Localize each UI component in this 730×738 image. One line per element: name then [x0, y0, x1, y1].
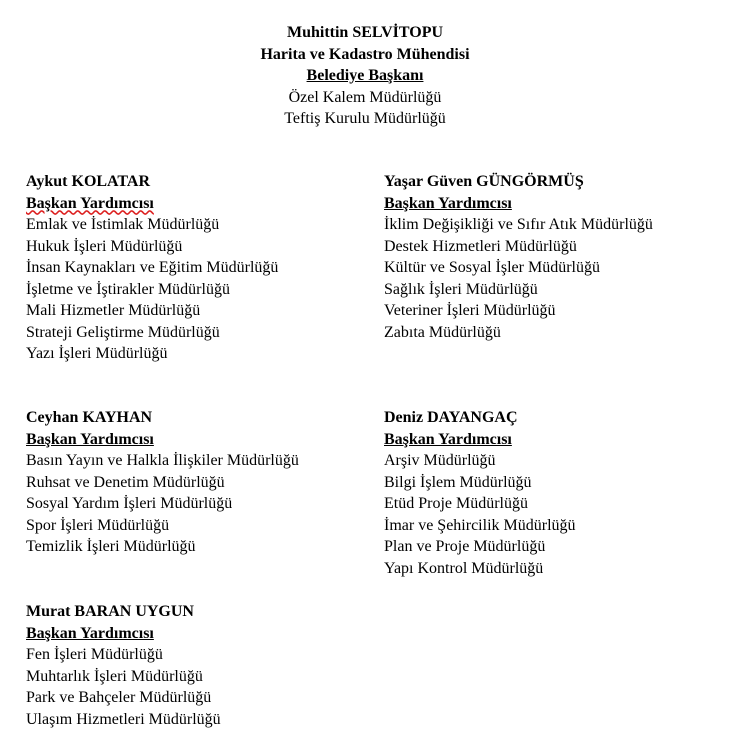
- deputy-name: Murat BARAN UYGUN: [26, 603, 194, 620]
- deputy-block-5: [26, 601, 221, 730]
- department-item: Strateji Geliştirme Müdürlüğü: [26, 323, 220, 341]
- department-item: Muhtarlık İşleri Müdürlüğü: [26, 667, 203, 685]
- deputy-role: Başkan Yardımcısı: [26, 430, 154, 448]
- department-item: Destek Hizmetleri Müdürlüğü: [384, 237, 577, 255]
- deputy-block-1: [26, 171, 278, 365]
- department-item: Kültür ve Sosyal İşler Müdürlüğü: [384, 259, 600, 276]
- department-item: Ruhsat ve Denetim Müdürlüğü: [26, 473, 225, 491]
- deputy-name: Yaşar Güven GÜNGÖRMÜŞ: [384, 173, 584, 190]
- department-item: Yazı İşleri Müdürlüğü: [26, 345, 168, 362]
- mayor-department-2: Teftiş Kurulu Müdürlüğü: [284, 110, 446, 127]
- department-item: Bilgi İşlem Müdürlüğü: [384, 473, 532, 491]
- department-item: Sağlık İşleri Müdürlüğü: [384, 280, 538, 298]
- department-item: Sosyal Yardım İşleri Müdürlüğü: [26, 495, 233, 512]
- department-item: İşletme ve İştirakler Müdürlüğü: [26, 280, 230, 298]
- department-item: Fen İşleri Müdürlüğü: [26, 646, 163, 663]
- department-item: İklim Değişikliği ve Sıfır Atık Müdürlüğü: [384, 216, 653, 233]
- mayor-title: Belediye Başkanı: [306, 67, 424, 84]
- department-item: Yapı Kontrol Müdürlüğü: [384, 559, 544, 577]
- deputy-role: Başkan Yardımcısı: [384, 194, 512, 212]
- department-item: Emlak ve İstimlak Müdürlüğü: [26, 216, 220, 233]
- department-item: Plan ve Proje Müdürlüğü: [384, 538, 546, 555]
- department-item: Spor İşleri Müdürlüğü: [26, 516, 170, 534]
- deputy-name: Ceyhan KAYHAN: [26, 409, 153, 426]
- mayor-header: [0, 22, 730, 130]
- deputy-role: Başkan Yardımcısı: [26, 624, 154, 642]
- deputy-block-3: [26, 407, 299, 558]
- deputy-name: Deniz DAYANGAÇ: [384, 409, 518, 426]
- deputy-role: Başkan Yardımcısı: [384, 430, 512, 448]
- mayor-profession: Harita ve Kadastro Mühendisi: [260, 45, 470, 63]
- deputy-name: Aykut KOLATAR: [26, 173, 151, 190]
- department-item: Zabıta Müdürlüğü: [384, 323, 501, 341]
- deputy-block-4: [384, 407, 576, 579]
- department-item: Basın Yayın ve Halkla İlişkiler Müdürlüğü: [26, 452, 299, 469]
- deputy-block-2: [384, 171, 653, 343]
- department-item: İnsan Kaynakları ve Eğitim Müdürlüğü: [26, 259, 279, 276]
- department-item: Mali Hizmetler Müdürlüğü: [26, 302, 201, 319]
- department-item: Veteriner İşleri Müdürlüğü: [384, 302, 556, 319]
- department-item: Ulaşım Hizmetleri Müdürlüğü: [26, 710, 221, 728]
- department-item: Etüd Proje Müdürlüğü: [384, 495, 528, 512]
- department-item: Arşiv Müdürlüğü: [384, 452, 496, 469]
- deputy-role: Başkan Yardımcısı: [26, 194, 154, 212]
- department-item: Park ve Bahçeler Müdürlüğü: [26, 689, 212, 706]
- department-item: Hukuk İşleri Müdürlüğü: [26, 237, 183, 255]
- mayor-department-1: Özel Kalem Müdürlüğü: [288, 88, 442, 106]
- department-item: Temizlik İşleri Müdürlüğü: [26, 538, 196, 555]
- department-item: İmar ve Şehircilik Müdürlüğü: [384, 516, 576, 534]
- mayor-name: Muhittin SELVİTOPU: [286, 24, 444, 41]
